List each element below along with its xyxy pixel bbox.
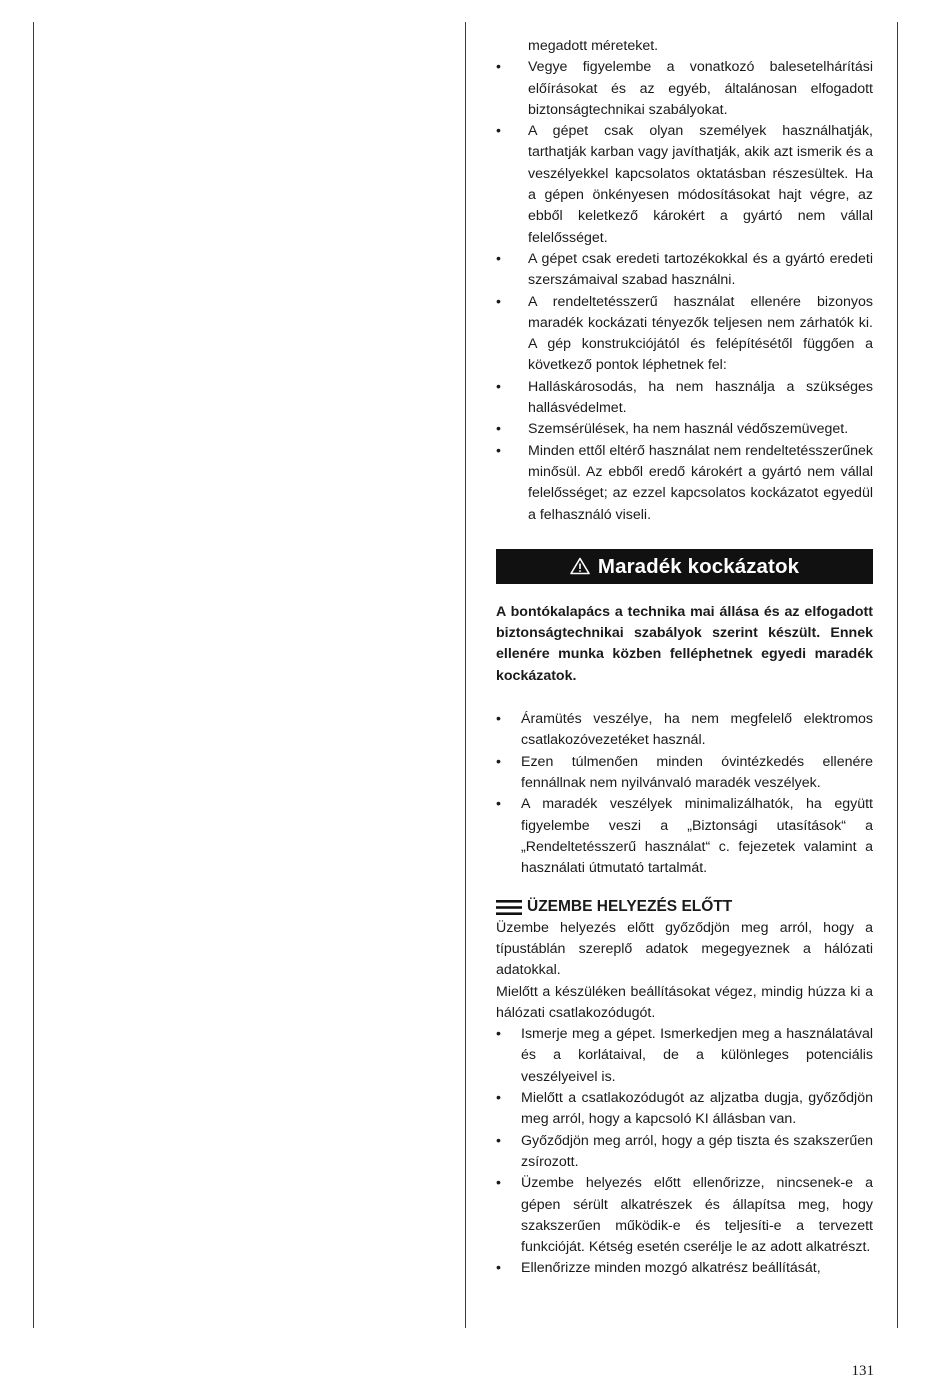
bullet: • — [496, 59, 501, 76]
list-item-text: Ezen túlmenően minden óvintézkedés ellenére fennállnak nem nyilvánvaló maradék veszélyek. — [521, 753, 873, 791]
list-item-text: Szemsérülések, ha nem használ védőszemüveget. — [528, 421, 849, 438]
bullet: • — [496, 1026, 501, 1043]
spacer — [496, 687, 873, 709]
bullet: • — [496, 796, 501, 813]
list-item — [496, 419, 873, 440]
residual-risks-banner — [496, 549, 873, 584]
list-item-text: Vegye figyelembe a vonatkozó balesetelhárítási előírásokat és az egyéb, általánosan elfogadott biztonságtechnikai szabályokat. — [528, 59, 873, 118]
list-item-text: A maradék veszélyek minimalizálhatók, ha együtt figyelembe veszi a „Biztonsági utasítások“ a „Rendeltetésszerű használat“ c. fejezetek valamint a használati útmutató tartalmát. — [521, 796, 873, 877]
intro-paragraph: A bontókalapács a technika mai állása és az elfogadott biztonságtechnikai szabályok szerint készült. Ennek ellenére munka közben felléphetnek egyedi maradék kockázatok. — [496, 603, 873, 684]
list-item — [496, 752, 873, 795]
list-item — [496, 1131, 873, 1174]
bullet: • — [496, 123, 501, 140]
section-heading — [496, 896, 873, 917]
list-item — [496, 441, 873, 526]
bullet: • — [496, 711, 501, 728]
list-item — [496, 292, 873, 377]
list-item — [496, 249, 873, 292]
list-item-text: Mielőtt a csatlakozódugót az aljzatba dugja, győződjön meg arról, hogy a kapcsoló KI állásban van. — [521, 1090, 873, 1128]
list-item — [496, 1173, 873, 1258]
left-page-edge-rule — [33, 22, 34, 1328]
list-item — [496, 1024, 873, 1088]
safety-list — [496, 36, 873, 526]
bullet: • — [496, 293, 501, 310]
list-item-text: A rendeltetésszerű használat ellenére bizonyos maradék kockázati tényezők teljesen nem zárhatók ki. A gép konstrukciójától és felépítésétől függően a következő pontok léphetnek fel: — [528, 293, 873, 374]
list-item — [496, 1088, 873, 1131]
list-item-text: Üzembe helyezés előtt ellenőrizze, nincsenek-e a gépen sérült alkatrészek és állapítsa meg, hogy szakszerűen működik-e és teljesíti-e a tervezett funkcióját. Kétség esetén cserélje le az adott alkatrészt. — [521, 1175, 873, 1256]
list-item — [496, 377, 873, 420]
section-paragraph: Mielőtt a készüléken beállításokat végez, mindig húzza ki a hálózati csatlakozódugót. — [496, 983, 873, 1021]
column-divider-left — [465, 22, 466, 1328]
list-item-text: A gépet csak eredeti tartozékokkal és a gyártó eredeti szerszámaival szabad használni. — [528, 250, 873, 289]
list-item — [496, 121, 873, 249]
list-item — [496, 794, 873, 879]
bullet: • — [496, 1132, 501, 1149]
bullet: • — [496, 1260, 501, 1277]
list-item — [496, 1258, 873, 1279]
list-item-text: A gépet csak olyan személyek használhatják, tarthatják karban vagy javíthatják, akik azt ismerik és a veszélyekkel kapcsolatos oktatásban részesültek. Ha a gépen önkényesen módosításokat hajt végre, az ebből keletkező károkért a gyártó nem vállal felelősséget. — [528, 123, 873, 246]
bullet: • — [496, 421, 501, 438]
risks-list — [496, 709, 873, 879]
list-item-text: Áramütés veszélye, ha nem megfelelő elektromos csatlakozóvezetéket használ. — [521, 711, 873, 749]
list-item-text: Ellenőrizze minden mozgó alkatrész beállítását, — [521, 1260, 821, 1277]
list-item-continuation: megadott méreteket. — [528, 38, 659, 54]
page-number: 131 — [851, 1363, 874, 1379]
list-item-text: Győződjön meg arról, hogy a gép tiszta és szakszerűen zsírozott. — [521, 1132, 873, 1170]
section-title: ÜZEMBE HELYEZÉS ELŐTT — [527, 898, 733, 916]
bullet: • — [496, 378, 501, 395]
right-text-column — [496, 36, 873, 1280]
list-item — [496, 709, 873, 752]
bullet: • — [496, 250, 501, 267]
column-divider-right — [897, 22, 898, 1328]
menu-lines-icon — [496, 899, 522, 916]
bullet: • — [496, 1090, 501, 1107]
bullet: • — [496, 753, 501, 770]
bullet: • — [496, 442, 501, 459]
setup-list — [496, 1024, 873, 1280]
list-item-text: Ismerje meg a gépet. Ismerkedjen meg a használatával és a korlátaival, de a különleges potenciális veszélyeivel is. — [521, 1026, 873, 1085]
warning-triangle-icon — [570, 557, 590, 575]
list-item-text: Halláskárosodás, ha nem használja a szükséges hallásvédelmet. — [528, 378, 873, 417]
section-paragraph: Üzembe helyezés előtt győződjön meg arról, hogy a típustáblán szereplő adatok megegyeznek a hálózati adatokkal. — [496, 919, 873, 979]
list-item — [496, 57, 873, 121]
banner-title: Maradék kockázatok — [597, 554, 800, 578]
bullet: • — [496, 1175, 501, 1192]
list-item-text: Minden ettől eltérő használat nem rendeltetésszerűnek minősül. Az ebből eredő károkért a gyártó nem vállal felelősséget; az ezzel kapcsolatos kockázatot egyedül a felhasználó viseli. — [528, 442, 873, 523]
